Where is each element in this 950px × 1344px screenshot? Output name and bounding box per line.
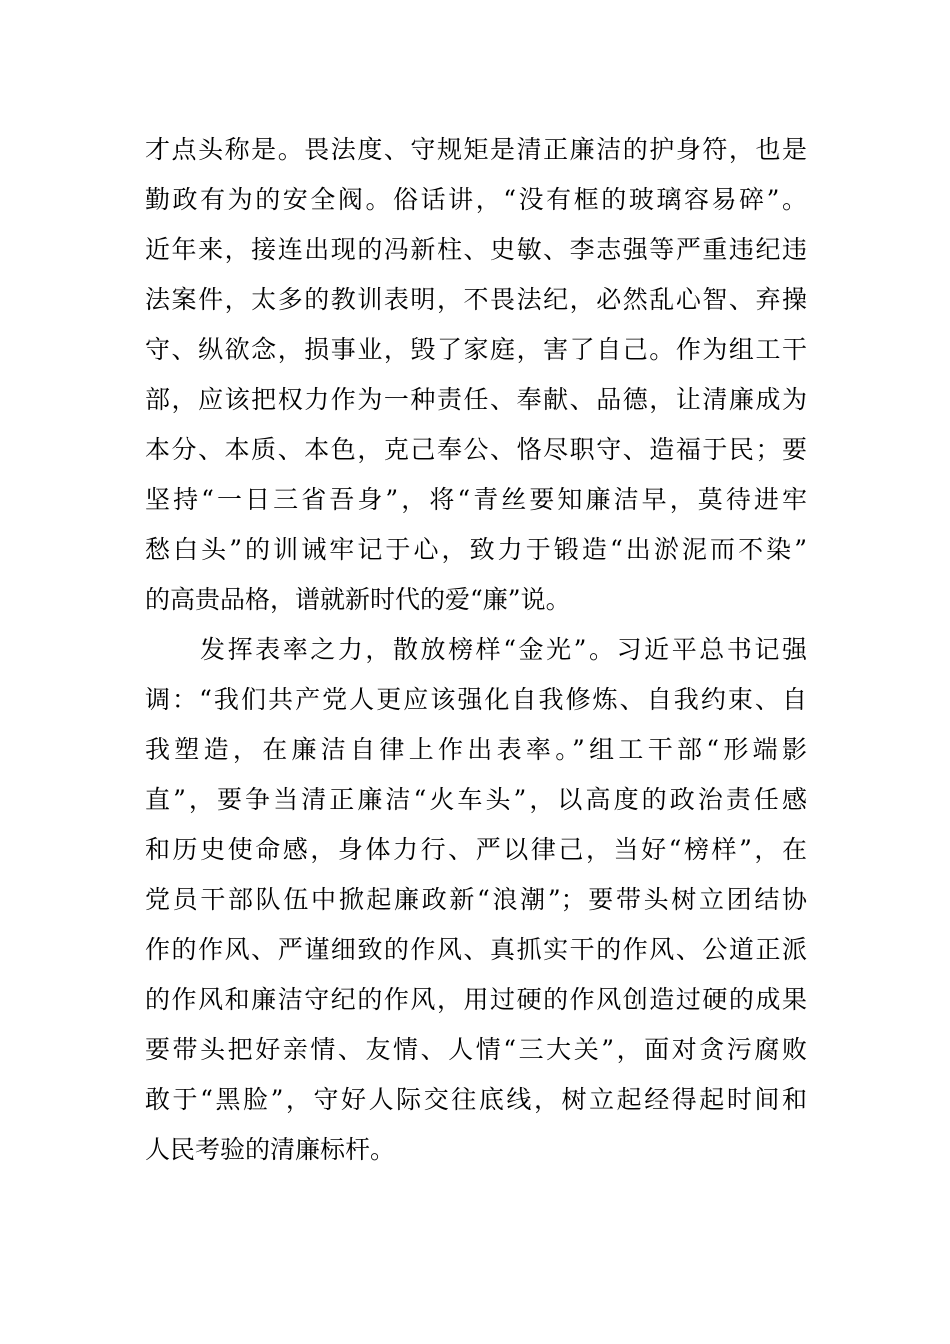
- text-line-16: 党员干部队伍中掀起廉政新“浪潮”；要带头树立团结协: [145, 885, 807, 914]
- text-line-21: 人民考验的清廉标杆。: [145, 1135, 396, 1164]
- text-line-11: 发挥表率之力，散放榜样“金光”。习近平总书记强: [200, 635, 807, 664]
- text-line-6: 部，应该把权力作为一种责任、奉献、品德，让清廉成为: [145, 385, 807, 414]
- text-line-19: 要带头把好亲情、友情、人情“三大关”，面对贪污腐败: [145, 1035, 807, 1064]
- text-line-4: 法案件，太多的教训表明，不畏法纪，必然乱心智、弃操: [145, 285, 807, 314]
- text-line-15: 和历史使命感，身体力行、严以律己，当好“榜样”，在: [145, 835, 807, 864]
- text-line-3: 近年来，接连出现的冯新柱、史敏、李志强等严重违纪违: [145, 235, 807, 264]
- text-line-8: 坚持“一日三省吾身”，将“青丝要知廉洁早，莫待进牢: [145, 485, 807, 514]
- text-line-20: 敢于“黑脸”，守好人际交往底线，树立起经得起时间和: [145, 1085, 807, 1114]
- text-line-12: 调：“我们共产党人更应该强化自我修炼、自我约束、自: [145, 685, 807, 714]
- text-line-9: 愁白头”的训诫牢记于心，致力于锻造“出淤泥而不染”: [145, 535, 807, 564]
- text-line-17: 作的作风、严谨细致的作风、真抓实干的作风、公道正派: [145, 935, 807, 964]
- text-line-18: 的作风和廉洁守纪的作风，用过硬的作风创造过硬的成果: [145, 985, 807, 1014]
- text-line-5: 守、纵欲念，损事业，毁了家庭，害了自己。作为组工干: [145, 335, 807, 364]
- text-line-13: 我塑造，在廉洁自律上作出表率。”组工干部“形端影: [145, 735, 807, 764]
- text-line-1: 才点头称是。畏法度、守规矩是清正廉洁的护身符，也是: [145, 135, 807, 164]
- text-line-7: 本分、本质、本色，克己奉公、恪尽职守、造福于民；要: [145, 435, 807, 464]
- text-line-2: 勤政有为的安全阀。俗话讲，“没有框的玻璃容易碎”。: [145, 185, 807, 214]
- text-line-14: 直”，要争当清正廉洁“火车头”，以高度的政治责任感: [145, 785, 807, 814]
- text-line-10: 的高贵品格，谱就新时代的爱“廉”说。: [145, 585, 571, 614]
